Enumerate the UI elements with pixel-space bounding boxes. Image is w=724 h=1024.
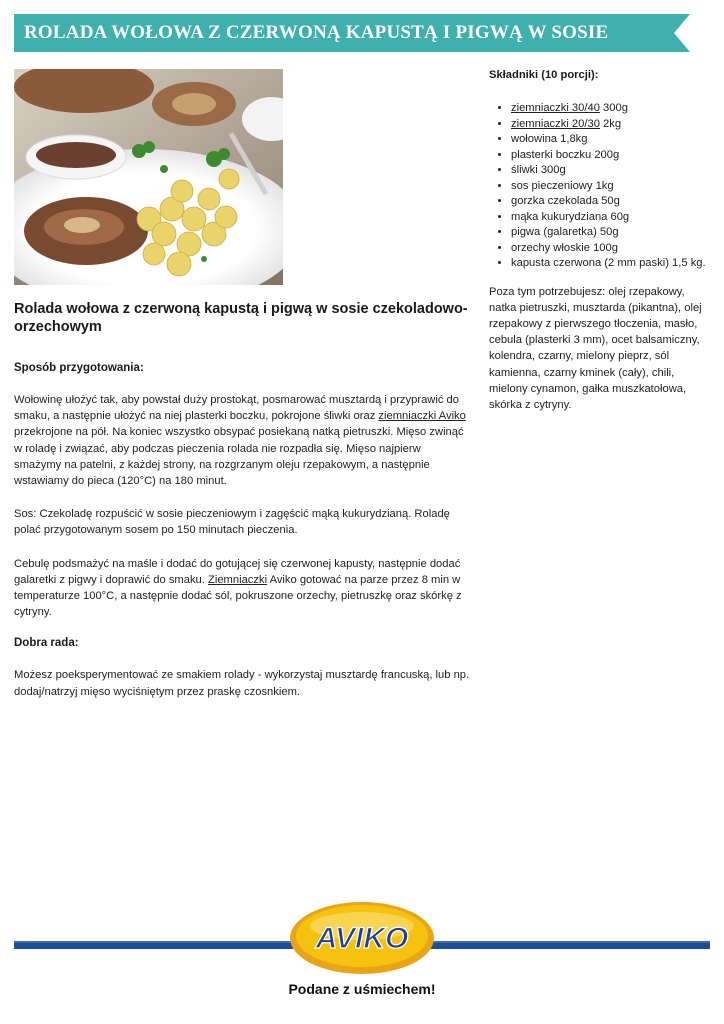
recipe-content [14,300,470,717]
tip-heading: Dobra rada: [14,637,79,650]
ingredient-item: • mąka kukurydziana 60g [511,210,711,226]
ingredient-item: • kapusta czerwona (2 mm paski) 1,5 kg. [511,256,711,272]
method-text: Aviko gotować na parze przez 8 min w temperaturze 100°C, a następnie dodać sól, pokruszone orzechy, pietruszkę oraz skórkę z cytryny. [14,573,462,619]
ingredients-panel [489,69,711,413]
dish-photo [14,69,283,285]
ingredient-text: 300g [599,102,628,114]
method-paragraph-3 [14,556,470,621]
ingredient-link[interactable]: ziemniaczki 20/30 [511,117,600,130]
method-text: Wołowinę ułożyć tak, aby powstał duży prostokąt, posmarować musztardą i przyprawić do smaku, a następnie ułożyć na niej plasterki boczku, pokrojone śliwki oraz [14,394,459,423]
ingredient-item [511,117,711,133]
potatoes-link[interactable]: Ziemniaczki [208,573,268,586]
aviko-logo [288,896,436,976]
ingredient-item: • plasterki boczku 200g [511,148,711,164]
ingredient-item: • gorzka czekolada 50g [511,194,711,210]
ingredient-item: • orzechy włoskie 100g [511,241,711,257]
page-title: ROLADA WOŁOWA Z CZERWONĄ KAPUSTĄ I PIGWĄ W SOSIE [24,22,609,43]
method-text: Cebulę podsmażyć na maśle i dodać do gotującej się czerwonej kapusty, następnie dodać galaretki z pigwy i doprawić do smaku. [14,557,461,586]
extra-ingredients: Poza tym potrzebujesz: olej rzepakowy, natka pietruszki, musztarda (pikantna), olej rzepakowy z pierwszego tłoczenia, masło, cebula (plasterki 3 mm), ocet balsamiczny, kolendra, czarny, mielony pieprz, sól kamienna, czarny kminek (cały), chili, mielony cynamon, gałka muszkatołowa, skórka z cytryny. [489,285,702,411]
ingredient-item: • pigwa (galaretka) 50g [511,225,711,241]
method-heading: Sposób przygotowania: [14,362,144,374]
tip-paragraph: Możesz poeksperymentować ze smakiem rolady - wykorzystaj musztardę francuską, lub np. dodaj/natrzyj mięso wyciśniętym przez praskę czosnkiem. [14,669,470,698]
recipe-title: Rolada wołowa z czerwoną kapustą i pigwą w sosie czekoladowo-orzechowym [14,301,468,335]
method-text: przekrojone na pół. Na koniec wszystko obsypać posiekaną natką pietruszki. Mięso zwinąć w roladę i związać, aby podczas pieczenia rolada nie rozpadła się. Mięso najpierw smażymy na patelni, z każdej strony, na rozgrzanym oleju rzepakowym, a następnie wstawiamy do pieca (120°C) na 180 minut. [14,426,464,488]
title-banner [14,14,690,52]
ingredient-link[interactable]: ziemniaczki 30/40 [511,102,600,114]
ingredient-item: • sos pieczeniowy 1kg [511,179,711,195]
aviko-potatoes-link[interactable]: ziemniaczki Aviko [378,410,466,423]
ingredient-item [511,101,711,117]
method-paragraph-1 [14,392,470,489]
ingredients-list [489,101,711,272]
method-paragraph-2: Sos: Czekoladę rozpuścić w sosie pieczeniowym i zagęścić mąką kukurydzianą. Roladę polać przygotowanym sosem po 150 minutach pieczenia. [14,508,450,537]
ingredient-item: • wołowina 1,8kg [511,132,711,148]
slogan: Podane z uśmiechem! [288,981,436,997]
ingredient-text: 2kg [599,117,622,130]
logo-text: AVIKO [315,922,409,955]
ingredients-heading: Składniki (10 porcji): [489,69,599,81]
ingredient-item: • śliwki 300g [511,163,711,179]
